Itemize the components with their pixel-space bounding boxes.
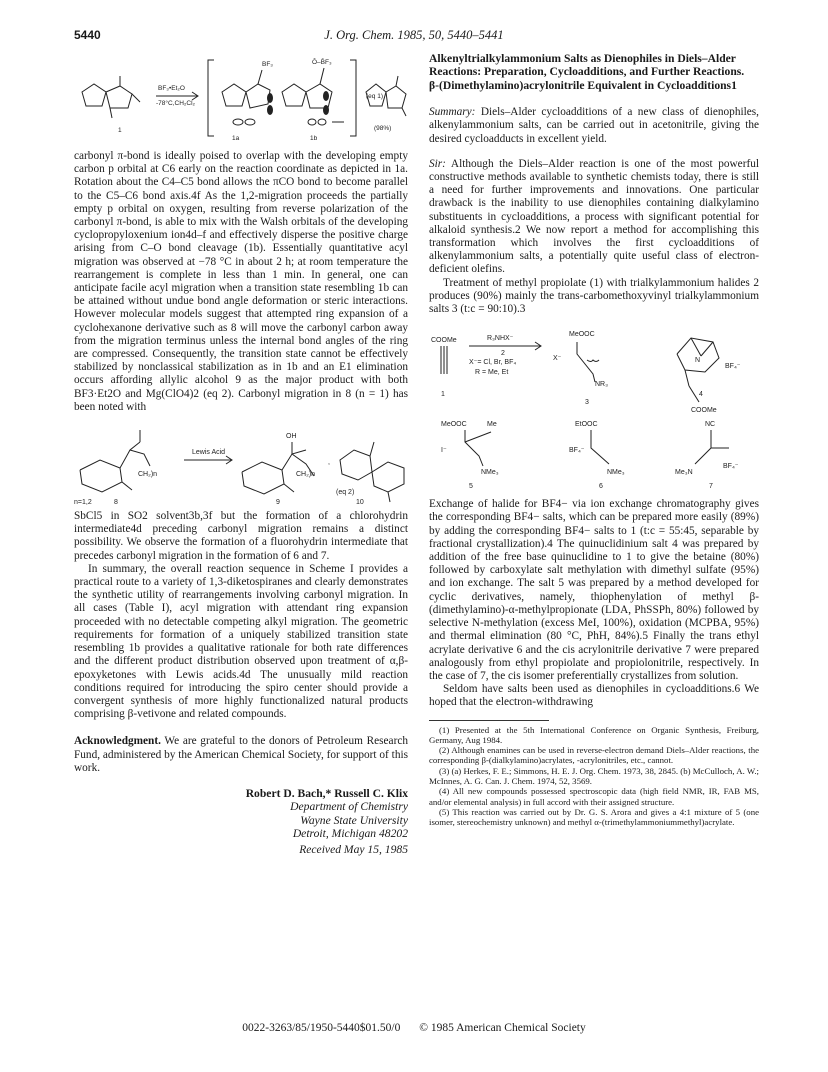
eq2-label-8: 8 [114,499,118,507]
s2-label-5: 5 [469,483,473,491]
s2-bf4-6: BF₄⁻ [569,447,585,455]
received-date: Received May 15, 1985 [299,842,408,856]
exchange-paragraph: Exchange of halide for BF4− via ion exchange chromatography gives the corresponding BF4− salts, which can be prepared more easily (89%) by adding the corresponding BF4− salts to 1 (t:c = 55:45, separable by fractional crystallization).4 The quinuclidinium salt 4 was prepared by addition of the free base quinuclidine to 1 to give the betaine (80%) followed by carboxylate salt methylation with dimethyl sulfate (95%) and ion exchange. The salt 5 was prepared by a method developed for cyclic derivatives, namely, thiophenylation of methyl β-(dimethylamino)-α-methylpropionate (LDA, PhSSPh, 80%) followed by selective N-methylation (excess MeI, 100%), oxidation (MCPBA, 95%) and thermal elimination (80 °C, PhH, 84%).5 Finally the trans ethyl acrylate derivative 6 and the cis acrylonitrile derivative 7 were prepared analogously from ethyl propiolate and propiolonitrile, respectively. In the case of 7, the cis isomer preferentially crystallizes from solution. [429,498,759,682]
eq2-n-range: n=1,2 [74,499,92,507]
scheme-eq2 [74,420,408,506]
footnote-rule [429,720,549,721]
journal-citation: J. Org. Chem. 1985, 50, 5440–5441 [324,28,504,42]
s2-x-minus: X⁻ [553,355,562,363]
s2-label-7: 7 [709,483,713,491]
article-subtitle: β-(Dimethylamino)acrylonitrile Equivalent in Cycloadditions1 [429,78,737,92]
s2-n-plus: N [695,357,701,365]
bf3-label: BF₃ [262,61,273,68]
summary [429,106,759,146]
s2-label-6: 6 [599,483,603,491]
s2-reagent-num: 2 [501,350,505,358]
s2-bf4-7: BF₄⁻ [723,463,739,471]
s2-bf4-4: BF₄⁻ [725,363,741,371]
s2-nme3-6: NMe₃ [607,469,625,477]
s2-coome-1: COOMe [431,337,457,345]
right-column [429,52,759,827]
footnote-4: (4) All new compounds possessed spectroscopic data (high field NMR, IR, FAB MS, and/or elemental analysis) in full accord with their assigned structure. [429,786,759,807]
eq2-oh: OH [286,433,297,441]
footnote-1: (1) Presented at the 5th International Conference on Organic Synthesis, Freiburg, Germany, Aug 1984. [429,724,759,745]
page-footer [0,1022,828,1034]
seldom-paragraph: Seldom have salts been used as dienophiles in cycloadditions.6 We hoped that the electron-withdrawing [429,683,759,709]
treatment-paragraph: Treatment of methyl propiolate (1) with trialkylammonium halides 2 produces (90%) mainly the trans-carbomethoxyvinyl trialkylammonium salts 3 (t:c = 90:10).3 [429,276,759,316]
s2-reagent-r: R = Me, Et [475,369,509,377]
s2-reagent-x: X⁻= Cl, Br, BF₄ [469,359,517,367]
eq2-ch2n-b: CH₂)n [296,471,316,479]
summary-label: Summary: [429,106,476,119]
s2-nr3: NR₃ [595,381,608,389]
s2-nme3-5: NMe₃ [481,469,499,477]
s2-reagent-top: R₃NHX⁻ [487,335,514,343]
authors: Robert D. Bach,* Russell C. Klix [245,786,408,800]
s2-me3n-7: Me₃N [675,469,693,477]
acknowledgment [74,735,408,775]
footnote-2: (2) Although enamines can be used in reverse-electron demand Diels–Alder reactions, the corresponding β-(dialkylamino)acrylates, -acrylonitriles, etc., cannot. [429,745,759,766]
label-1: 1 [118,127,122,134]
s2-etooc-6: EtOOC [575,421,598,429]
eq2-reagent: Lewis Acid [192,449,226,457]
article-title: Alkenyltrialkylammonium Salts as Dienophiles in Diels–Alder Reactions: Preparation, Cycloadditions, and Further Reactions. [429,52,745,79]
footnote-5: (5) This reaction was carried out by Dr. G. S. Arora and gives a 4:1 mixture of 5 (one isomer, stereochemistry unknown) and methyl α-(trimethylammoniummethyl)acrylate. [429,806,759,828]
page-number: 5440 [74,28,101,42]
left-para-3: In summary, the overall reaction sequence in Scheme I provides a practical route to a variety of 1,3-diketospiranes and clearly demonstrates the synthetic utility of rearrangements involving carbonyl migration. In all cases (Table I), acyl migration with attendant ring expansion proceeded with no detectable competing alkyl migration. The geometric requirements for formation of a uniquely stabilized transition state resembling 1b provides a qualitative rationale for both rate differences and the different product distribution observed upon treatment of α,β-epoxyketones with Lewis acids.4d The unusually mild reaction conditions required for introducing the spiro center should provide a convergent synthesis of more highly functionalized natural products comprising β-vetivone and related compounds. [74,562,408,721]
scheme-compounds [429,324,759,492]
scheme-eq1 [74,52,408,144]
ack-label: Acknowledgment. [74,735,161,748]
summary-text: Diels–Alder cycloadditions of a new class of dienophiles, alkenylammonium salts, can be carried out in acetonitrile, giving the desired cycloadducts in excellent yield. [429,106,759,145]
eq1-label: (eq 1) [366,93,383,100]
s2-label-4: 4 [699,391,703,399]
ob-label: Ō–B̄F₃ [312,59,332,66]
affiliation-1: Department of Chemistry [290,800,408,814]
s2-nc-7: NC [705,421,716,429]
sir-paragraph [429,158,759,277]
eq2-ch2n-a: CH₂)n [138,471,158,479]
label-1a: 1a [232,135,240,142]
s2-coome-4: COOMe [691,407,717,415]
sir-text: Although the Diels–Alder reaction is one of the most powerful constructive methods available to synthetic chemists today, there is still a need for further improvements and innovations. One particular drawback is the inability to use dienophiles containing dialkylamino substituents in cycloadditions, a process with significant potential for alkaloid synthesis.2 We now report a method for accomplishing this transformation which involves the first cycloadditions of alkenylammonium salts, a potentially quite useful class of electron-deficient olefins. [429,157,759,276]
left-para-2: SbCl5 in SO2 solvent3b,3f but the formation of a chlorohydrin intermediate4d preceding carbonyl migration remains a distinct possibility. We observe the formation of a fluorohydrin intermediate that precedes carbonyl migration in the formation of 6 and 7. [74,510,408,562]
eq2-plus: , [328,459,330,467]
s2-me-5: Me [487,421,497,429]
s2-i-minus: I⁻ [441,447,447,455]
footer-code: 0022-3263/85/1950-5440$01.50/0 [242,1022,401,1034]
reagent-bottom: -78°C,CH₂Cl₂ [156,100,196,107]
s2-label-3: 3 [585,399,589,407]
eq2-label-10: 10 [356,499,364,507]
label-1b: 1b [310,135,318,142]
reagent-top: BF₃•Et₂O [158,85,185,92]
left-para-1: carbonyl π-bond is ideally poised to overlap with the developing empty carbon p orbital at C6 early on the reaction coordinate as depicted in 1a. Rotation about the C4–C5 bond allows the πCO bond to become parallel to the C5–C6 bond axis.4f As the 1,2-migration proceeds the partially empty p orbital on oxygen, resulting from reverse polarization of the carbonyl π-bond, is able to mix with the Walsh orbitals of the developing cyclopropyloxenium ion4d–f and effectively disperse the positive charge arising from C–O bond cleavage (1b). Essentially quantitative acyl migration was observed at −78 °C in about 2 h; at room temperature the rearrangement is complete in less than 1 min. In general, one can anticipate facile acyl migration when a transition state resembling 1b can be attained without undue bond angle deformation or steric interactions. However molecular models suggest that attempted ring expansion of a cyclohexanone derivative such as 8 will move the carbonyl carbon away from the migration terminus unless the internal bond angles of the ring are compressed. Consequently, the transition state cannot be effectively stabilized by nonclassical stabilization as in 1b and an E1 elimination occurs affording allylic alcohol 9 as the major product with both BF3·Et2O and Mg(ClO4)2 (eq 2). Carbonyl migration in 8 (n = 1) has been noted with [74,150,408,413]
footer-copyright: © 1985 American Chemical Society [419,1022,586,1034]
footnote-3: (3) (a) Herkes, F. E.; Simmons, H. E. J. Org. Chem. 1973, 38, 2845. (b) McCulloch, A. W.; McInnes, A. G. Can. J. Chem. 1974, 52, 3569. [429,765,759,786]
yield-label: (98%) [374,125,392,132]
affiliation-2: Wayne State University [300,813,408,827]
ack-text: We are grateful to the donors of Petroleum Research Fund, administered by the American Chemical Society, for support of this work. [74,735,408,774]
eq2-label-9: 9 [276,499,280,507]
footnotes [429,725,759,828]
left-column [74,52,408,856]
s2-meooc-3: MeOOC [569,331,595,339]
eq2-label: (eq 2) [336,489,355,497]
s2-meooc-5: MeOOC [441,421,467,429]
running-header [0,28,828,48]
s2-label-1: 1 [441,391,445,399]
sir-label: Sir: [429,157,446,170]
affiliation-3: Detroit, Michigan 48202 [292,827,408,841]
